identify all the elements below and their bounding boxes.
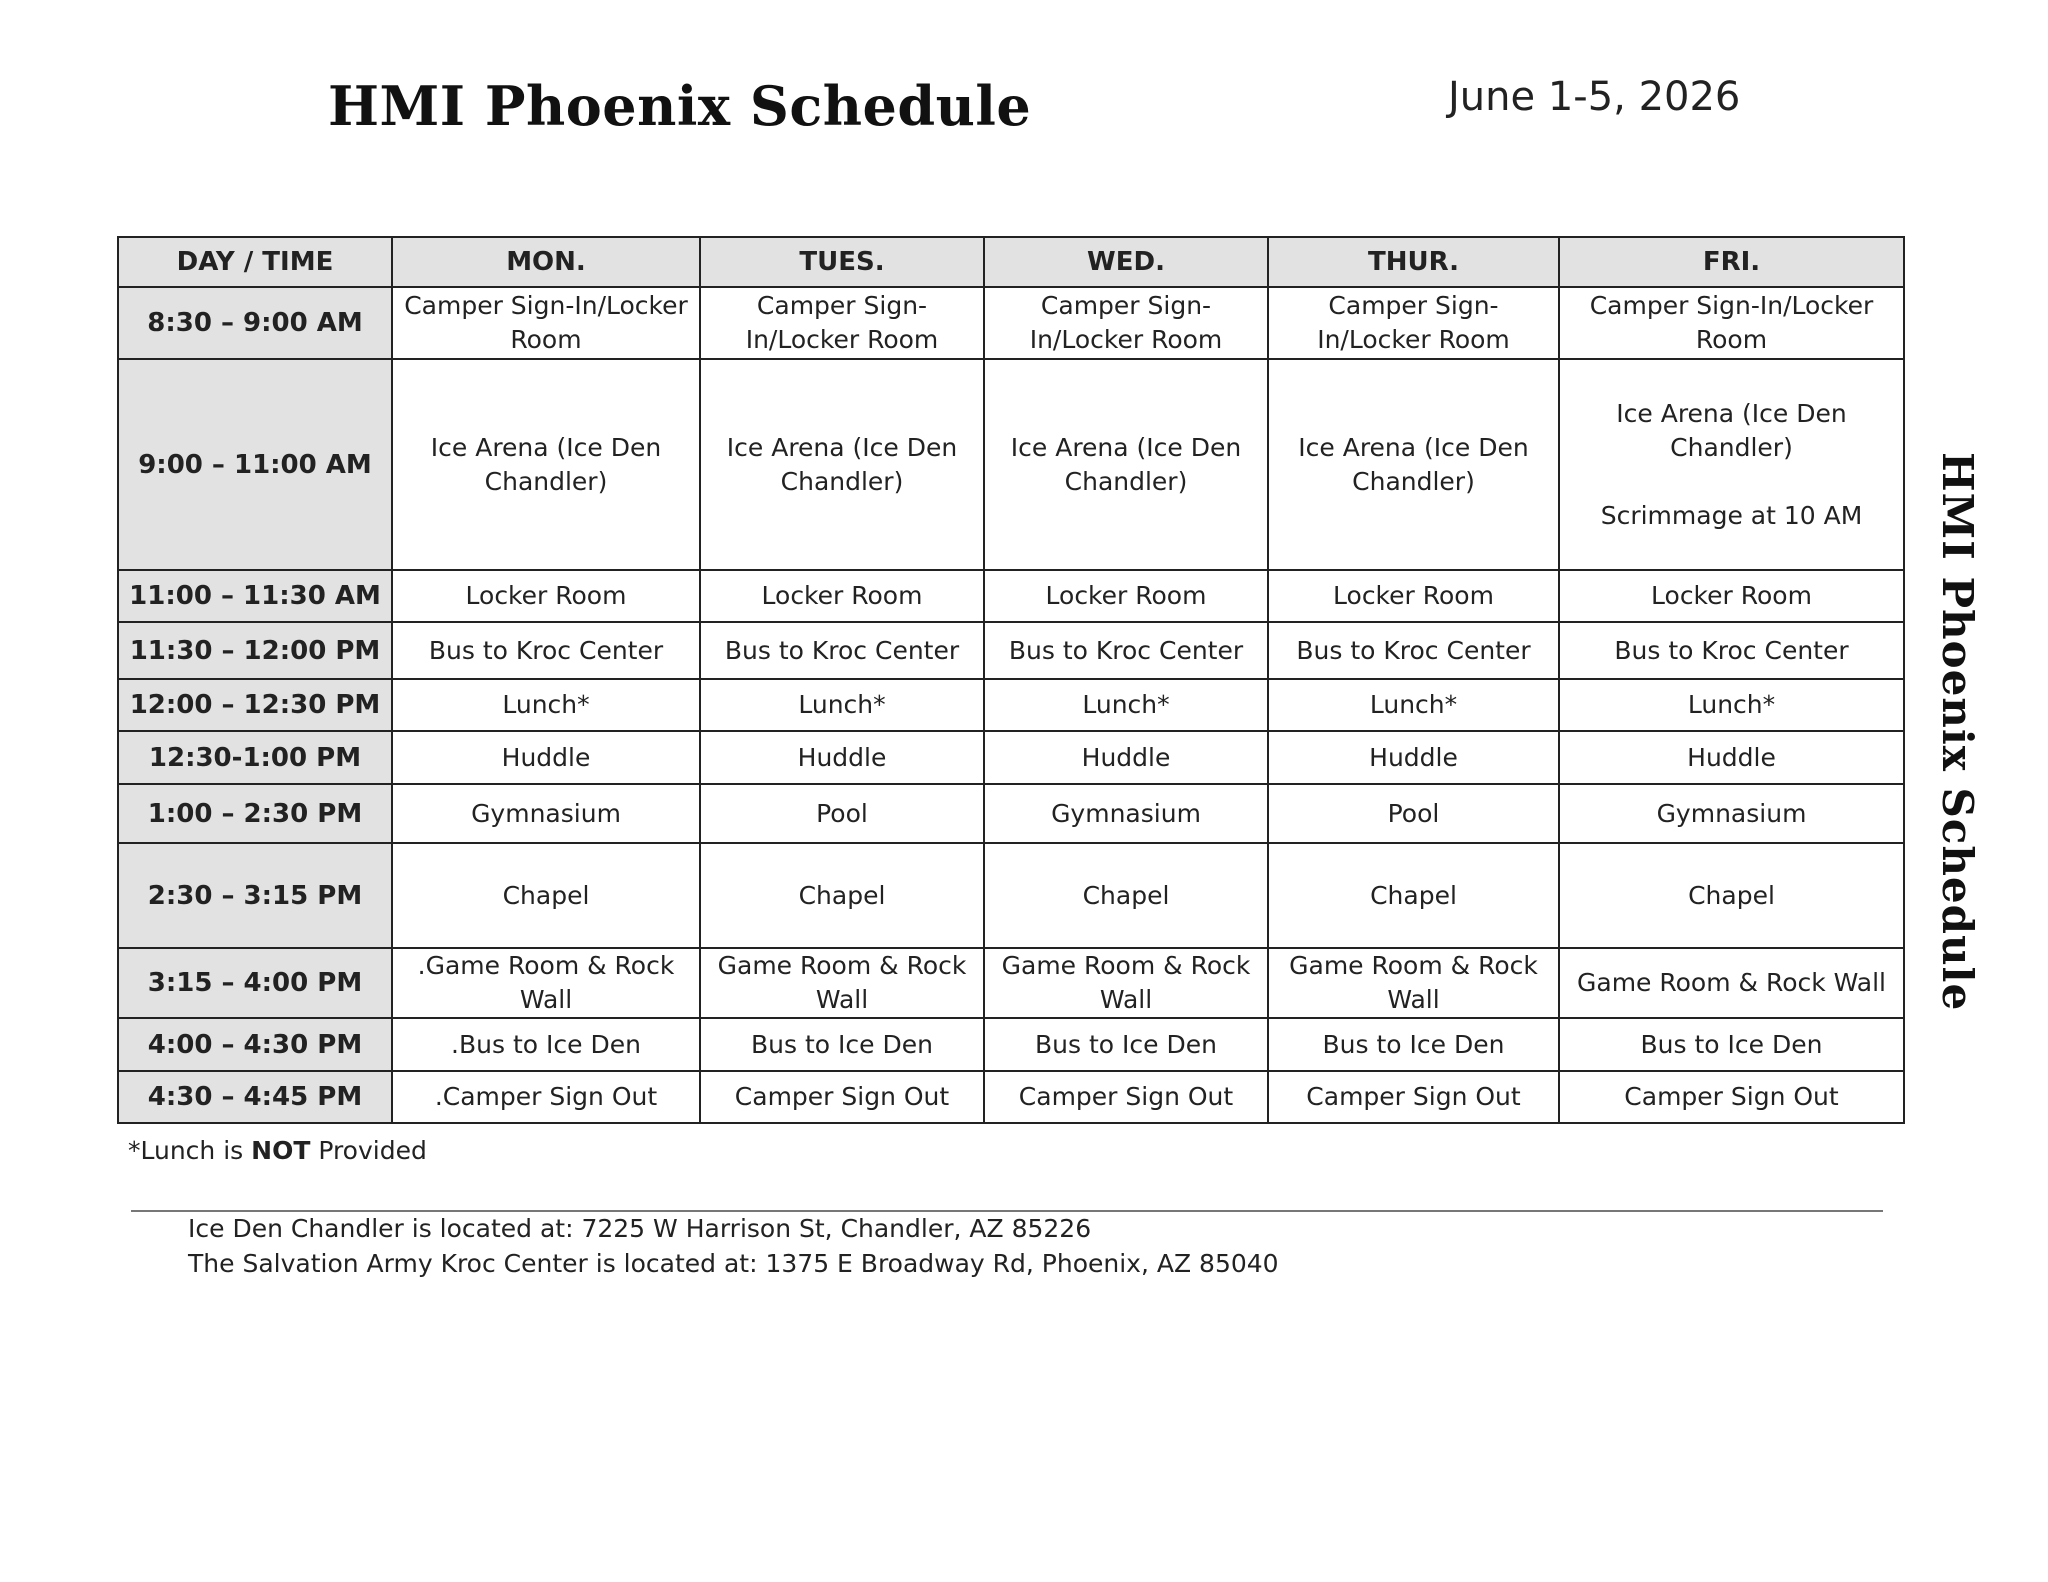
- schedule-cell: Locker Room: [1268, 570, 1559, 622]
- schedule-cell: Gymnasium: [984, 784, 1268, 843]
- time-cell: 9:00 – 11:00 AM: [118, 359, 392, 570]
- footnote-prefix: *Lunch is: [128, 1136, 252, 1165]
- schedule-cell: Lunch*: [1559, 679, 1904, 731]
- schedule-cell: Chapel: [984, 843, 1268, 948]
- schedule-cell: Bus to Kroc Center: [1268, 622, 1559, 679]
- schedule-cell: Huddle: [392, 731, 700, 784]
- schedule-cell: Huddle: [1268, 731, 1559, 784]
- schedule-cell: Lunch*: [392, 679, 700, 731]
- schedule-cell: Ice Arena (Ice Den Chandler): [700, 359, 984, 570]
- schedule-cell: .Bus to Ice Den: [392, 1018, 700, 1071]
- table-row: [118, 948, 1904, 1018]
- schedule-cell: Camper Sign-In/Locker Room: [984, 287, 1268, 359]
- time-cell: 3:15 – 4:00 PM: [118, 948, 392, 1018]
- schedule-cell: Camper Sign Out: [1268, 1071, 1559, 1123]
- schedule-cell: Bus to Kroc Center: [1559, 622, 1904, 679]
- schedule-cell-fri-ice: [1559, 359, 1904, 570]
- schedule-cell: Lunch*: [1268, 679, 1559, 731]
- schedule-cell: Chapel: [1559, 843, 1904, 948]
- schedule-cell: Lunch*: [984, 679, 1268, 731]
- table-row: [118, 731, 1904, 784]
- time-cell: 11:30 – 12:00 PM: [118, 622, 392, 679]
- divider: [131, 1210, 1883, 1212]
- cell-spacer: [1566, 465, 1897, 499]
- schedule-cell: Bus to Kroc Center: [700, 622, 984, 679]
- schedule-cell: Pool: [1268, 784, 1559, 843]
- fri-ice-arena: Ice Arena (Ice Den Chandler): [1616, 398, 1847, 462]
- schedule-cell: Game Room & Rock Wall: [700, 948, 984, 1018]
- table-row: [118, 359, 1904, 570]
- table-header-row: [118, 237, 1904, 287]
- table-row: [118, 843, 1904, 948]
- schedule-cell: Ice Arena (Ice Den Chandler): [1268, 359, 1559, 570]
- time-cell: 4:00 – 4:30 PM: [118, 1018, 392, 1071]
- schedule-cell: Camper Sign-In/Locker Room: [1268, 287, 1559, 359]
- table-row: [118, 784, 1904, 843]
- schedule-cell: Lunch*: [700, 679, 984, 731]
- header-fri: FRI.: [1559, 237, 1904, 287]
- schedule-cell: Camper Sign-In/Locker Room: [392, 287, 700, 359]
- schedule-cell: Chapel: [1268, 843, 1559, 948]
- header-wed: WED.: [984, 237, 1268, 287]
- schedule-cell: Chapel: [392, 843, 700, 948]
- schedule-cell: Camper Sign-In/Locker Room: [700, 287, 984, 359]
- schedule-cell: Locker Room: [392, 570, 700, 622]
- schedule-cell: Locker Room: [984, 570, 1268, 622]
- time-cell: 2:30 – 3:15 PM: [118, 843, 392, 948]
- time-cell: 4:30 – 4:45 PM: [118, 1071, 392, 1123]
- schedule-cell: Gymnasium: [392, 784, 700, 843]
- table-row: [118, 287, 1904, 359]
- schedule-cell: Chapel: [700, 843, 984, 948]
- time-cell: 11:00 – 11:30 AM: [118, 570, 392, 622]
- table-row: [118, 679, 1904, 731]
- time-cell: 8:30 – 9:00 AM: [118, 287, 392, 359]
- schedule-cell: Camper Sign-In/Locker Room: [1559, 287, 1904, 359]
- header-tues: TUES.: [700, 237, 984, 287]
- schedule-table: [117, 236, 1905, 1124]
- ice-den-address: Ice Den Chandler is located at: 7225 W Harrison St, Chandler, AZ 85226: [188, 1214, 1092, 1243]
- schedule-cell: .Camper Sign Out: [392, 1071, 700, 1123]
- footnote-emphasis: NOT: [251, 1136, 311, 1165]
- header-day-time: DAY / TIME: [118, 237, 392, 287]
- side-title: HMI Phoenix Schedule: [1933, 452, 1982, 1012]
- schedule-cell: Ice Arena (Ice Den Chandler): [392, 359, 700, 570]
- schedule-cell: Camper Sign Out: [984, 1071, 1268, 1123]
- schedule-cell: Camper Sign Out: [1559, 1071, 1904, 1123]
- table-row: [118, 622, 1904, 679]
- schedule-cell: Bus to Kroc Center: [984, 622, 1268, 679]
- schedule-cell: Pool: [700, 784, 984, 843]
- header-thur: THUR.: [1268, 237, 1559, 287]
- time-cell: 1:00 – 2:30 PM: [118, 784, 392, 843]
- schedule-cell: Locker Room: [1559, 570, 1904, 622]
- time-cell: 12:00 – 12:30 PM: [118, 679, 392, 731]
- fri-scrimmage-note: Scrimmage at 10 AM: [1600, 500, 1863, 530]
- table-row: [118, 1018, 1904, 1071]
- schedule-cell: Camper Sign Out: [700, 1071, 984, 1123]
- header-mon: MON.: [392, 237, 700, 287]
- schedule-cell: Bus to Ice Den: [1559, 1018, 1904, 1071]
- table-row: [118, 570, 1904, 622]
- time-cell: 12:30-1:00 PM: [118, 731, 392, 784]
- schedule-cell: Game Room & Rock Wall: [1559, 948, 1904, 1018]
- schedule-cell: Locker Room: [700, 570, 984, 622]
- schedule-cell: Gymnasium: [1559, 784, 1904, 843]
- schedule-cell: Bus to Kroc Center: [392, 622, 700, 679]
- schedule-cell: Huddle: [700, 731, 984, 784]
- schedule-cell: Huddle: [1559, 731, 1904, 784]
- schedule-cell: .Game Room & Rock Wall: [392, 948, 700, 1018]
- schedule-date: June 1-5, 2026: [1448, 74, 1741, 120]
- footnote-suffix: Provided: [310, 1136, 427, 1165]
- schedule-cell: Bus to Ice Den: [984, 1018, 1268, 1071]
- schedule-cell: Huddle: [984, 731, 1268, 784]
- schedule-cell: Game Room & Rock Wall: [1268, 948, 1559, 1018]
- lunch-footnote: [128, 1136, 427, 1165]
- kroc-center-address: The Salvation Army Kroc Center is located at: 1375 E Broadway Rd, Phoenix, AZ 85040: [188, 1249, 1279, 1278]
- schedule-cell: Bus to Ice Den: [1268, 1018, 1559, 1071]
- schedule-cell: Game Room & Rock Wall: [984, 948, 1268, 1018]
- page-title: HMI Phoenix Schedule: [328, 74, 1032, 138]
- table-row: [118, 1071, 1904, 1123]
- schedule-cell: Bus to Ice Den: [700, 1018, 984, 1071]
- schedule-cell: Ice Arena (Ice Den Chandler): [984, 359, 1268, 570]
